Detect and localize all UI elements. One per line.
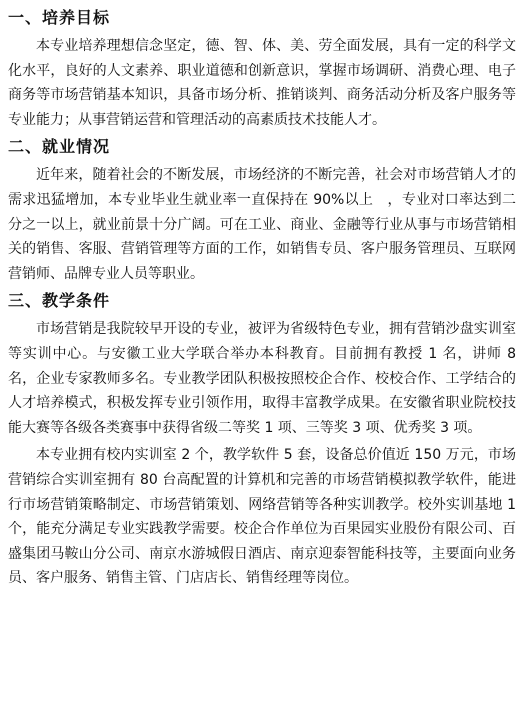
paragraph: 近年来，随着社会的不断发展，市场经济的不断完善，社会对市场营销人才的需求迅猛增加，本专业毕业生就业率一直保持在 90%以上 ，专业对口率达到二分之一以上，就业前景十分广阔。可在工业、商业、金融等行业从事与市场营销相关的销售、客服、营销管理等方面的工作，如销售专员、客户服务管理员、互联网营销师、品牌专业人员等职业。: [8, 167, 516, 282]
section-heading: 一、培养目标: [8, 8, 111, 27]
paragraph: 本专业培养理想信念坚定，德、智、体、美、劳全面发展，具有一定的科学文化水平，良好的人文素养、职业道德和创新意识，掌握市场调研、消费心理、电子商务等市场营销基本知识，具备市场分析、推销谈判、商务活动分析及客户服务等专业能力；从事营销运营和管理活动的高素质技术技能人才。: [8, 38, 516, 128]
section-heading: 三、教学条件: [8, 291, 111, 311]
section-teaching-conditions: [8, 289, 516, 591]
section-employment: [8, 135, 516, 286]
paragraph: 本专业拥有校内实训室 2 个，教学软件 5 套，设备总价值近 150 万元，市场营销综合实训室拥有 80 台高配置的计算机和完善的市场营销模拟教学软件，能进行市场营销策略制定、市场营销策划、网络营销等各种实训教学。校外实训基地 1 个，能充分满足专业实践教学需要。校企合作单位为百果园实业股份有限公司、百盛集团马鞍山分公司、南京水游城假日酒店、南京迎泰智能科技等，主要面向业务员、客户服务、销售主管、门店店长、销售经理等岗位。: [8, 447, 516, 587]
section-training-goals: [8, 6, 516, 132]
section-heading: 二、就业情况: [8, 137, 111, 157]
paragraph: 市场营销是我院较早开设的专业，被评为省级特色专业，拥有营销沙盘实训室等实训中心。与安徽工业大学联合举办本科教育。目前拥有教授 1 名，讲师 8 名，企业专家教师多名。专业教学团队积极按照校企合作、校校合作、工学结合的人才培养模式，积极发挥专业引领作用，取得丰富教学成果。在安徽省职业院校技能大赛等各级各类赛事中获得省级二等奖 1 项、三等奖 3 项、优秀奖 3 项。: [8, 321, 516, 436]
